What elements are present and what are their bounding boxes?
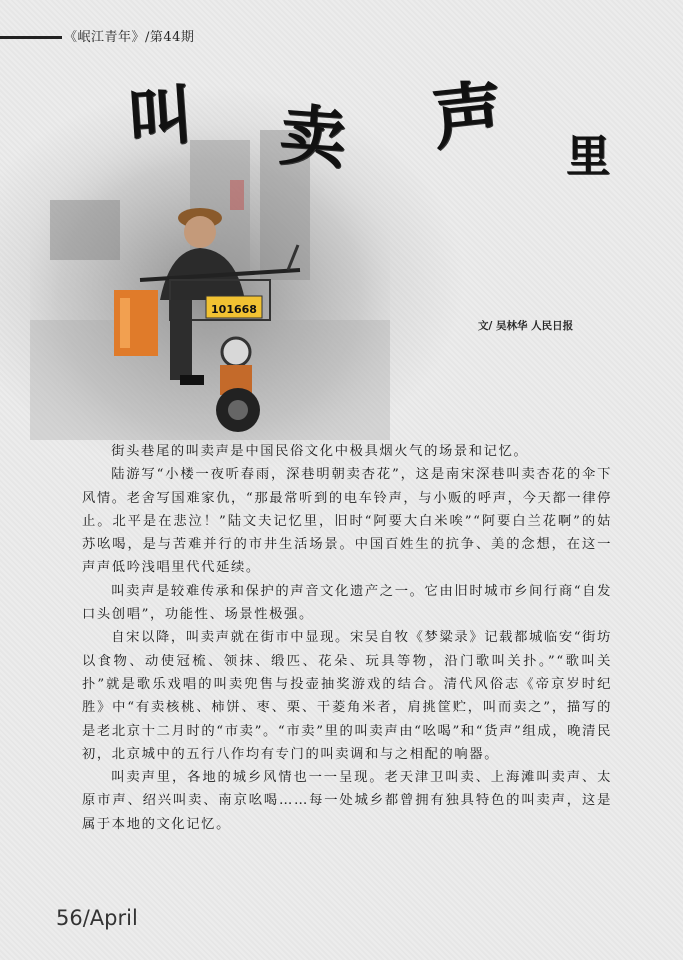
license-plate: 101668 xyxy=(211,303,257,316)
page-number: 56/April xyxy=(56,906,138,930)
magazine-header: 《岷江青年》/第44期 xyxy=(64,30,195,45)
article-body xyxy=(82,440,612,836)
header-rule xyxy=(0,36,62,39)
paragraph: 叫卖声里，各地的城乡风情也一一呈现。老天津卫叫卖、上海滩叫卖声、太原市声、绍兴叫卖、南京吆喝……每一处城乡都曾拥有独具特色的叫卖声，这是属于本地的文化记忆。 xyxy=(82,770,612,832)
paragraph: 陆游写“小楼一夜听春雨，深巷明朝卖杏花”，这是南宋深巷叫卖杏花的伞下风情。老舍写国难家仇，“那最常听到的电车铃声，与小贩的呼声，今天都一律停止。北平是在悲泣！”陆文夫记忆里，旧时“阿要大白米唉”“阿要白兰花啊”的姑苏吆喝，是与苦难并行的市井生活场景。中国百姓生的抗争、美的念想，在这一声声低吟浅唱里代代延续。 xyxy=(82,467,612,576)
title-char-2: 卖 xyxy=(276,95,349,179)
title-char-3: 声 xyxy=(428,70,507,161)
title-char-1: 叫 xyxy=(125,77,195,158)
paragraph: 街头巷尾的叫卖声是中国民俗文化中极具烟火气的场景和记忆。 xyxy=(111,444,529,459)
paragraph: 自宋以降，叫卖声就在街市中显现。宋吴自牧《梦粱录》记载都城临安“街坊以食物、动使冠梳、领抹、缎匹、花朵、玩具等物，沿门歌叫关扑。”“歌叫关扑”就是歌乐戏唱的叫卖兜售与投壶抽奖游戏的结合。清代风俗志《帝京岁时纪胜》中“有卖核桃、柿饼、枣、栗、干菱角米者，肩挑筐贮，叫而卖之”，描写的是老北京十二月时的“市卖”。“市卖”里的叫卖声由“吆喝”和“货声”组成，晚清民初，北京城中的五行八作均有专门的叫卖调和与之相配的响器。 xyxy=(82,630,612,762)
byline: 文/ 吴林华 人民日报 xyxy=(478,320,574,332)
title-char-4: 里 xyxy=(566,131,610,182)
paragraph: 叫卖声是较难传承和保护的声音文化遗产之一。它由旧时城市乡间行商“自发口头创唱”，功能性、场景性极强。 xyxy=(82,583,612,623)
